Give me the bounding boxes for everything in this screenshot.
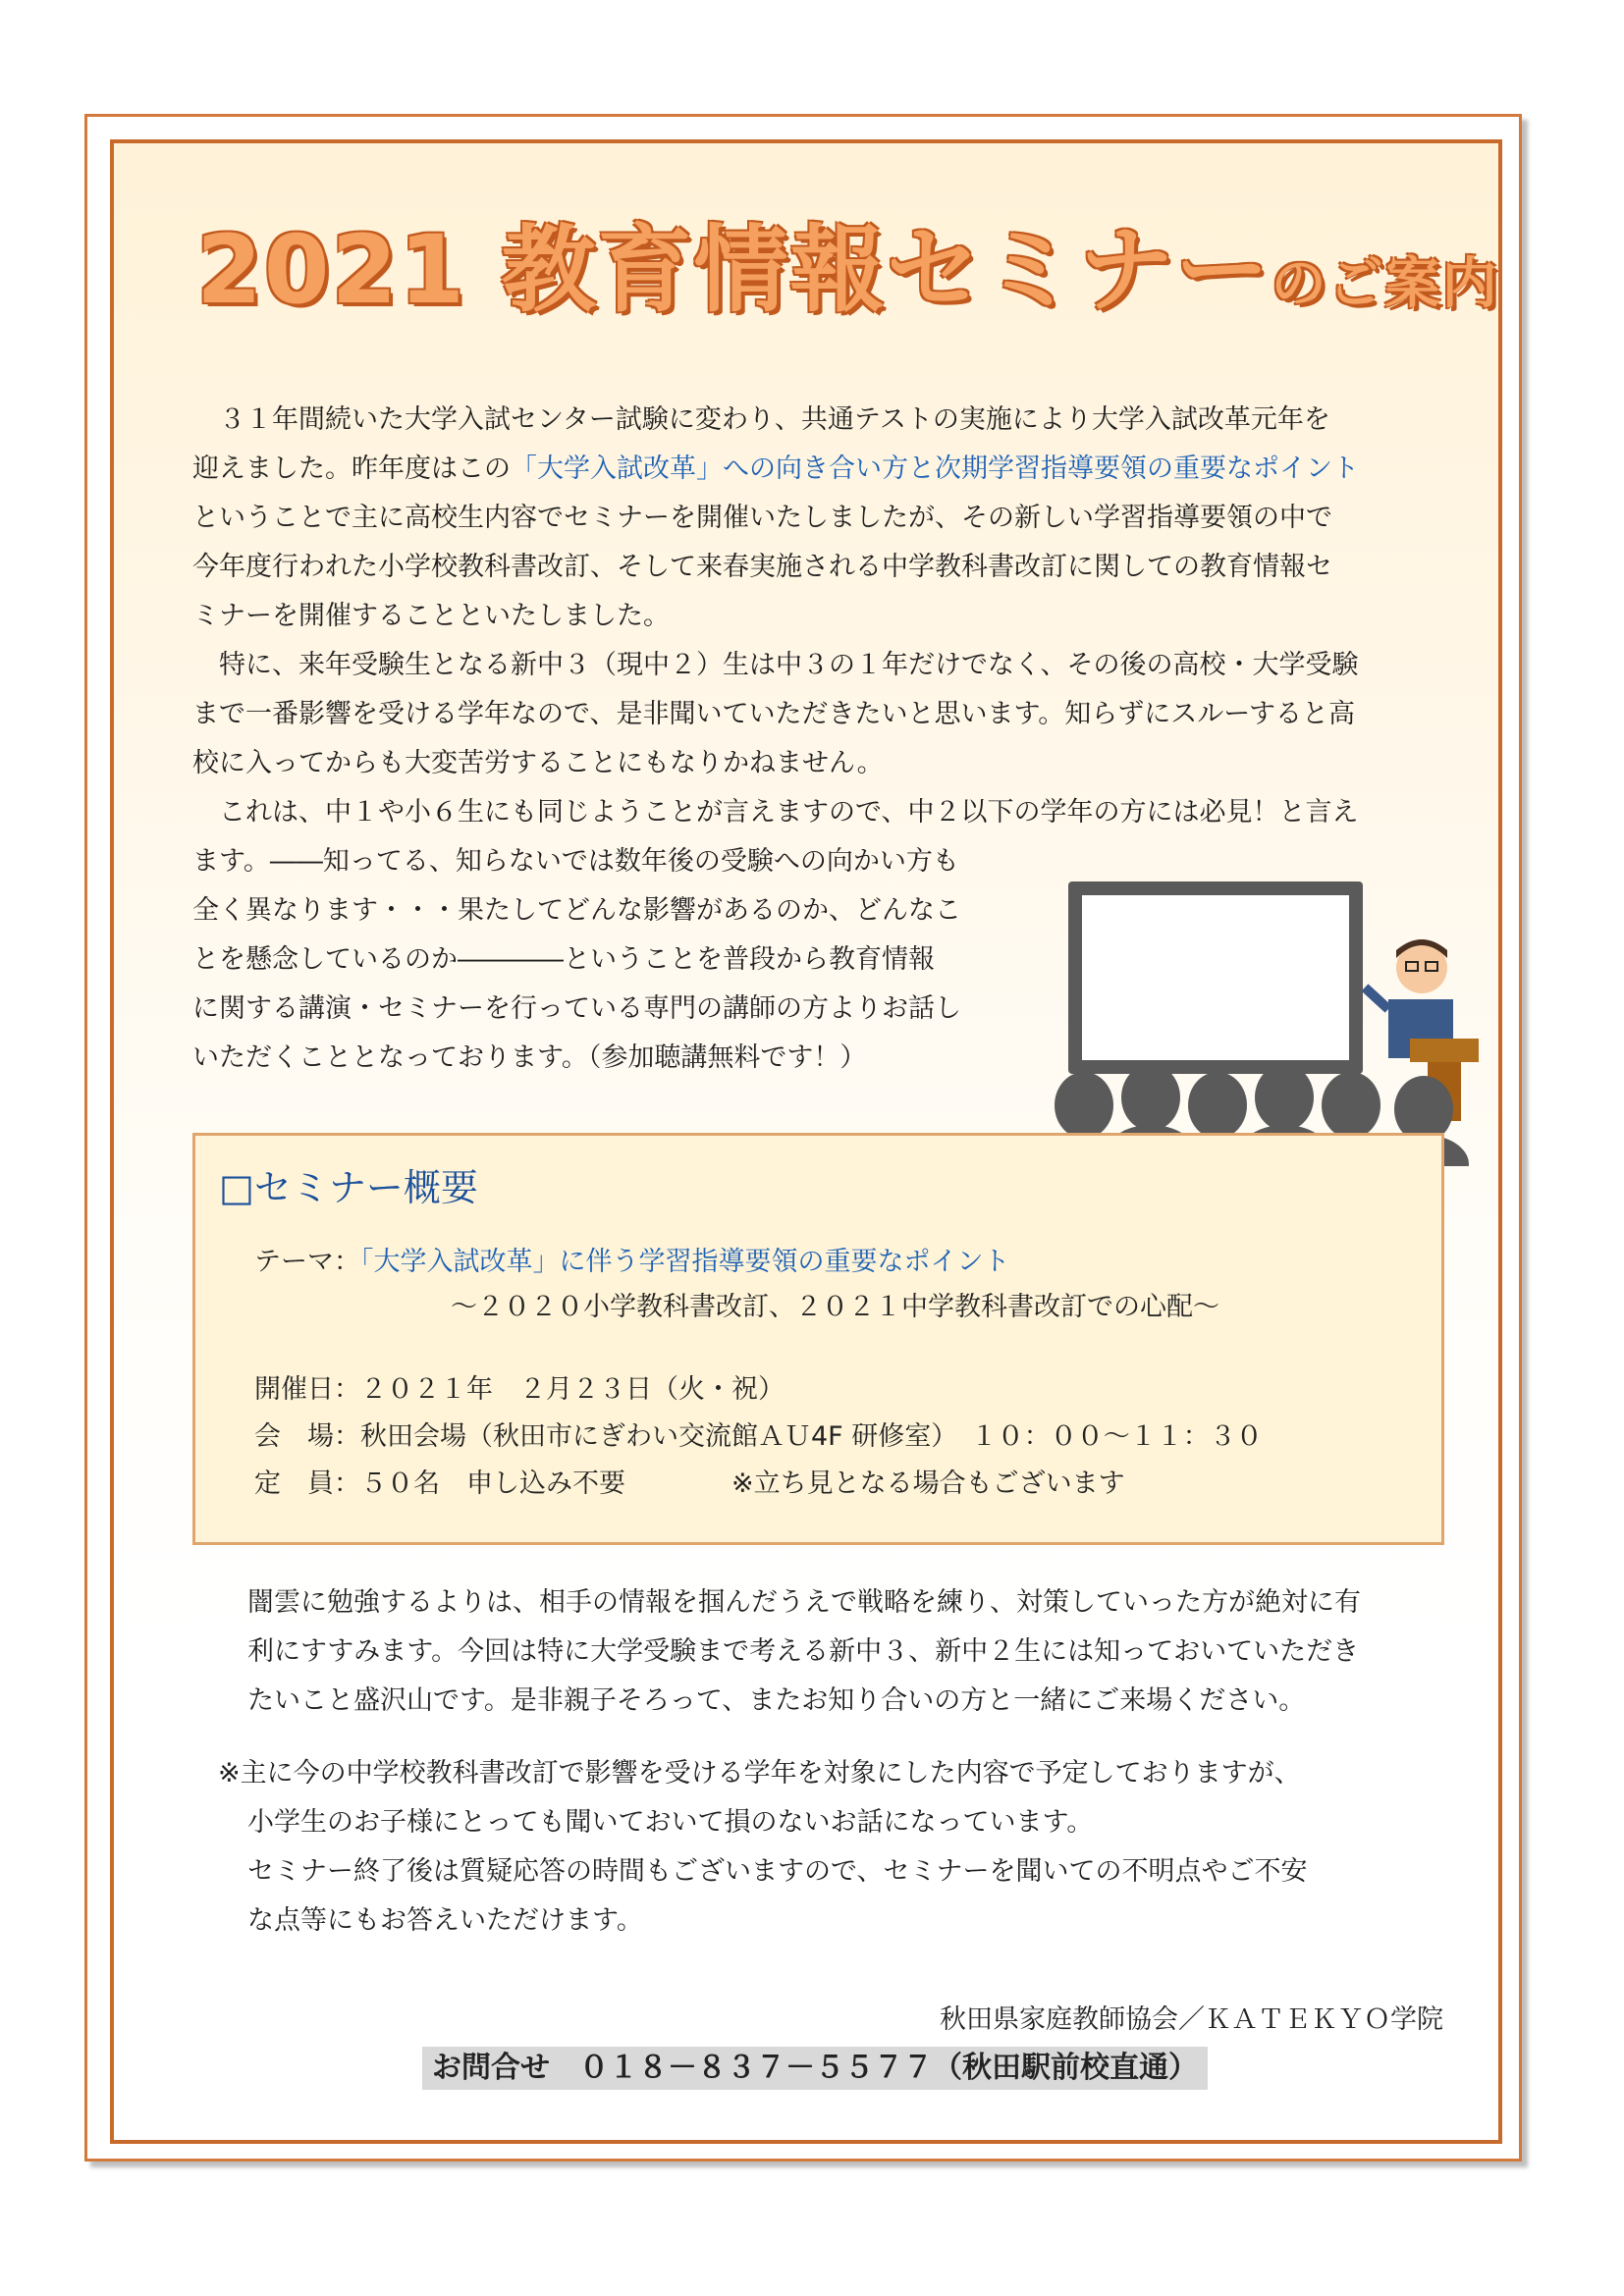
organizer-name: 秋田県家庭教師協会／ＫＡＴＥＫＹＯ学院: [940, 2004, 1443, 2035]
intro-line: 全く異なります・・・果たしてどんな影響があるのか、どんなこ: [192, 895, 961, 926]
date-line: 開催日：２０２１年 ２月２３日（火・祝）: [254, 1374, 785, 1405]
contact-phone: お問合せ ０１８－８３７－５５７７（秋田駅前校直通）: [422, 2047, 1208, 2090]
note-line: セミナー終了後は質疑応答の時間もございますので、セミナーを聞いての不明点やご不安: [247, 1856, 1308, 1887]
intro-line: 特に、来年受験生となる新中３（現中２）生は中３の１年だけでなく、その後の高校・大学受験: [192, 650, 1359, 680]
intro-line: 今年度行われた小学校教科書改訂、そして来春実施される中学教科書改訂に関しての教育情報セ: [192, 552, 1332, 582]
intro-line: いただくこととなっております。（参加聴講無料です！）: [192, 1042, 867, 1073]
intro-line: 校に入ってからも大変苦労することにもなりかねません。: [192, 748, 884, 778]
seminar-overview-box: [192, 1133, 1444, 1545]
title-main: 2021 教育情報セミナー: [196, 215, 1272, 325]
title-suffix: のご案内: [1271, 252, 1499, 316]
intro-line: に関する講演・セミナーを行っている専門の講師の方よりお話し: [192, 993, 961, 1024]
intro-text: 迎えました。昨年度はこの: [192, 454, 511, 484]
closing-line: 闇雲に勉強するよりは、相手の情報を掴んだうえで戦略を練り、対策していった方が絶対に有: [247, 1587, 1361, 1618]
overview-heading: □セミナー概要: [219, 1166, 478, 1209]
capacity-line: 定 員：５０名 申し込み不要 ※立ち見となる場合もございます: [254, 1468, 1125, 1499]
intro-line: これは、中１や小６生にも同じようことが言えますので、中２以下の学年の方には必見！と言え: [192, 797, 1359, 828]
note-line: ※主に今の中学校教科書改訂で影響を受ける学年を対象にした内容で予定しておりますが、: [218, 1758, 1301, 1789]
intro-line: ます。――知ってる、知らないでは数年後の受験への向かい方も: [192, 846, 959, 877]
closing-line: 利にすすみます。今回は特に大学受験まで考える新中３、新中２生には知っておいていただき: [247, 1636, 1360, 1667]
seminar-illustration: [1041, 852, 1492, 1166]
closing-line: たいこと盛沢山です。是非親子そろって、またお知り合いの方と一緒にご来場ください。: [247, 1685, 1306, 1716]
theme-label: テーマ：: [254, 1247, 360, 1277]
venue-line: 会 場：秋田会場（秋田市にぎわい交流館ＡＵ4F 研修室） １０：００～１１：３０: [254, 1421, 1263, 1452]
theme-line: [254, 1240, 1010, 1278]
intro-line: ミナーを開催することといたしました。: [192, 601, 670, 631]
intro-line: まで一番影響を受ける学年なので、是非聞いていただきたいと思います。知らずにスルーすると高: [192, 699, 1355, 729]
theme-text: 「大学入試改革」に伴う学習指導要領の重要なポイント: [360, 1247, 1010, 1277]
note-line: な点等にもお答えいただけます。: [247, 1905, 643, 1936]
intro-line: ３１年間続いた大学入試センター試験に変わり、共通テストの実施により大学入試改革元年を: [192, 404, 1330, 435]
note-line: 小学生のお子様にとっても聞いておいて損のないお話になっています。: [247, 1807, 1094, 1838]
intro-highlight: 「大学入試改革」への向き合い方と次期学習指導要領の重要なポイント: [511, 454, 1359, 484]
intro-line: ということで主に高校生内容でセミナーを開催いたしましたが、その新しい学習指導要領の中で: [192, 503, 1332, 533]
intro-line: [192, 445, 1444, 494]
projector-screen: [1082, 895, 1349, 1060]
page-title: [196, 206, 1499, 334]
subtheme-line: ～２０２０小学教科書改訂、２０２１中学教科書改訂での心配～: [451, 1292, 1219, 1322]
intro-line: とを懸念しているのか――――ということを普段から教育情報: [192, 944, 935, 975]
